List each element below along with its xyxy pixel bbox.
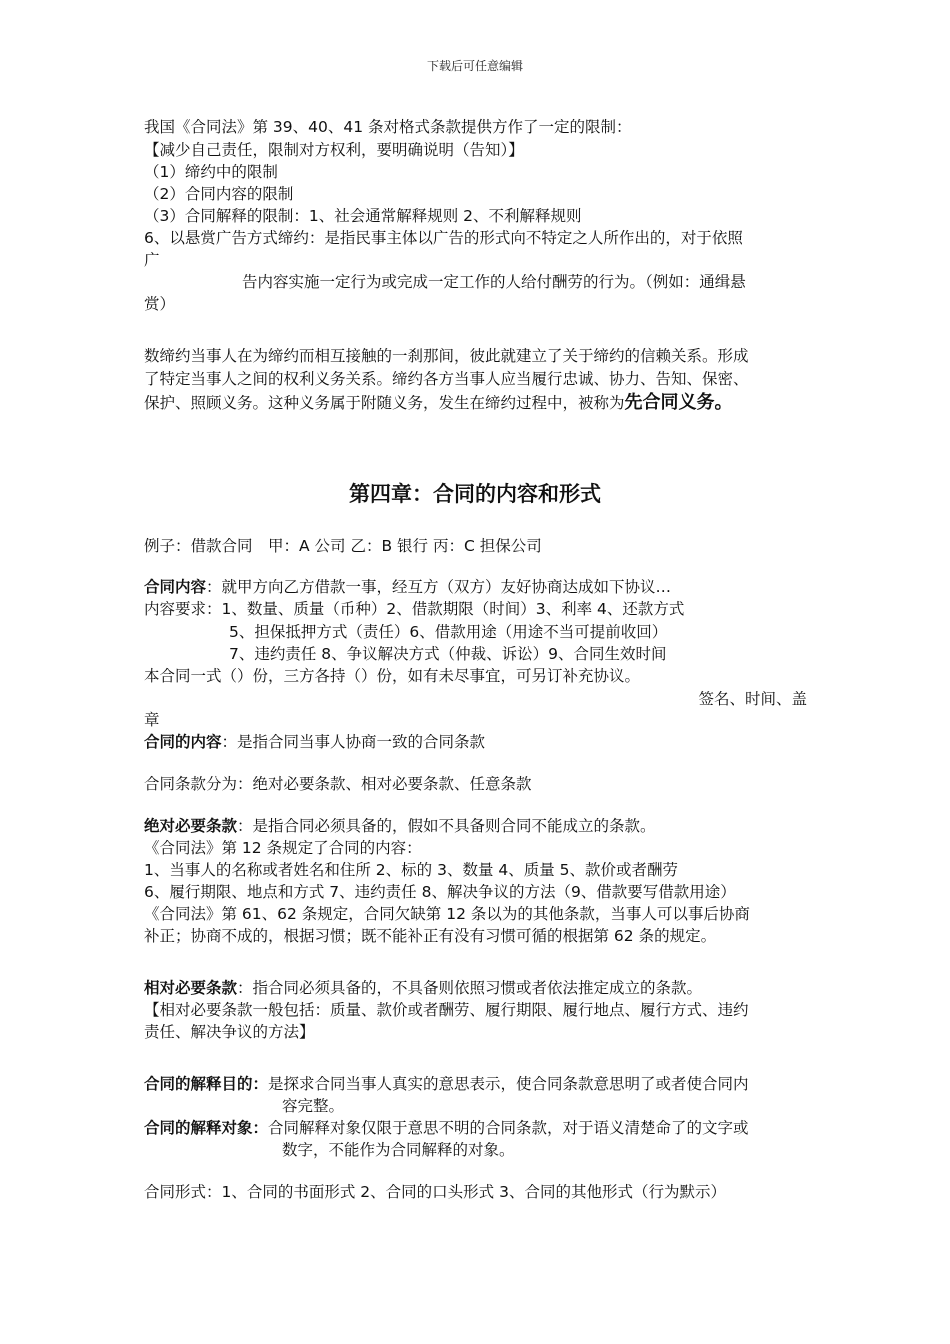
text-line: 签名、时间、盖 — [698, 690, 807, 708]
chapter-title: 第四章：合同的内容和形式 — [349, 482, 601, 506]
text-line: 《合同法》第 61、62 条规定，合同欠缺第 12 条以为的其他条款，当事人可以事后协商 — [144, 905, 750, 923]
text-line — [144, 1117, 749, 1139]
text-line — [144, 977, 702, 999]
text-line — [144, 1073, 749, 1095]
text-line: 【相对必要条款一般包括：质量、款价或者酬劳、履行期限、履行地点、履行方式、违约 — [144, 1001, 749, 1019]
emphasis-text: 先合同义务。 — [624, 392, 733, 413]
paragraph-line: 了特定当事人之间的权利义务关系。缔约各方当事人应当履行忠诚、协力、告知、保密、 — [144, 370, 749, 388]
page-header: 下载后可任意编辑 — [426, 59, 523, 73]
text-line — [144, 815, 656, 837]
text-line: 《合同法》第 12 条规定了合同的内容： — [144, 839, 422, 857]
text-line: （2）合同内容的限制 — [144, 185, 294, 203]
text-line: 5、担保抵押方式（责任）6、借款用途（用途不当可提前收回） — [229, 623, 668, 641]
text-line: 数字，不能作为合同解释的对象。 — [282, 1141, 515, 1159]
text-line: 告内容实施一定行为或完成一定工作的人给付酬劳的行为。（例如：通缉悬 — [242, 273, 746, 291]
example-line: 例子：借款合同 甲：A 公司 乙：B 银行 丙：C 担保公司 — [144, 537, 542, 555]
text-line: 6、以悬赏广告方式缔约：是指民事主体以广告的形式向不特定之人所作出的，对于依照 — [144, 229, 743, 247]
text-line: 7、违约责任 8、争议解决方式（仲裁、诉讼）9、合同生效时间 — [229, 645, 667, 663]
text-line: 责任、解决争议的方法】 — [144, 1023, 315, 1041]
term-text: ：指合同必须具备的，不具备则依照习惯或者依法推定成立的条款。 — [237, 979, 703, 997]
text-line: 6、履行期限、地点和方式 7、违约责任 8、解决争议的方法（9、借款要写借款用途） — [144, 883, 736, 901]
text-line — [144, 731, 485, 753]
text-line: （3）合同解释的限制：1、社会通常解释规则 2、不利解释规则 — [144, 207, 582, 225]
term-text: 是探求合同当事人真实的意思表示，使合同条款意思明了或者使合同内 — [268, 1075, 749, 1093]
term-text: 合同解释对象仅限于意思不明的合同条款，对于语义清楚命了的文字或 — [268, 1119, 749, 1137]
term-text: ：是指合同当事人协商一致的合同条款 — [221, 733, 486, 751]
term-label: 绝对必要条款 — [144, 817, 238, 835]
text-line: 赏） — [144, 295, 176, 313]
paragraph-text: 保护、照顾义务。这种义务属于附随义务，发生在缔约过程中，被称为 — [144, 394, 625, 412]
text-line: 【减少自己责任，限制对方权利，要明确说明（告知）】 — [144, 141, 524, 159]
text-line: 我国《合同法》第 39、40、41 条对格式条款提供方作了一定的限制： — [144, 118, 632, 136]
paragraph-line — [144, 392, 733, 414]
text-line: 合同形式：1、合同的书面形式 2、合同的口头形式 3、合同的其他形式（行为默示） — [144, 1183, 726, 1201]
text-line: 容完整。 — [282, 1097, 345, 1115]
term-label: 合同的解释对象： — [144, 1119, 269, 1137]
term-label: 合同内容 — [144, 578, 207, 596]
text-line: 补正；协商不成的，根据习惯；既不能补正有没有习惯可循的根据第 62 条的规定。 — [144, 927, 717, 945]
paragraph-line: 数缔约当事人在为缔约而相互接触的一刹那间，彼此就建立了关于缔约的信赖关系。形成 — [144, 347, 749, 365]
text-line: 本合同一式（）份，三方各持（）份，如有未尽事宜，可另订补充协议。 — [144, 667, 641, 685]
term-text: ：是指合同必须具备的，假如不具备则合同不能成立的条款。 — [237, 817, 656, 835]
term-label: 合同的解释目的： — [144, 1075, 269, 1093]
text-line: （1）缔约中的限制 — [144, 163, 278, 181]
term-label: 合同的内容 — [144, 733, 222, 751]
text-line: 1、当事人的名称或者姓名和住所 2、标的 3、数量 4、质量 5、款价或者酬劳 — [144, 861, 679, 879]
text-line: 内容要求：1、数量、质量（币种）2、借款期限（时间）3、利率 4、还款方式 — [144, 600, 685, 618]
term-text: ：就甲方向乙方借款一事，经互方（双方）友好协商达成如下协议… — [206, 578, 672, 596]
text-line — [144, 576, 671, 598]
term-label: 相对必要条款 — [144, 979, 238, 997]
text-line: 章 — [144, 711, 160, 729]
text-line: 合同条款分为：绝对必要条款、相对必要条款、任意条款 — [144, 775, 532, 793]
text-line: 广 — [144, 251, 160, 269]
